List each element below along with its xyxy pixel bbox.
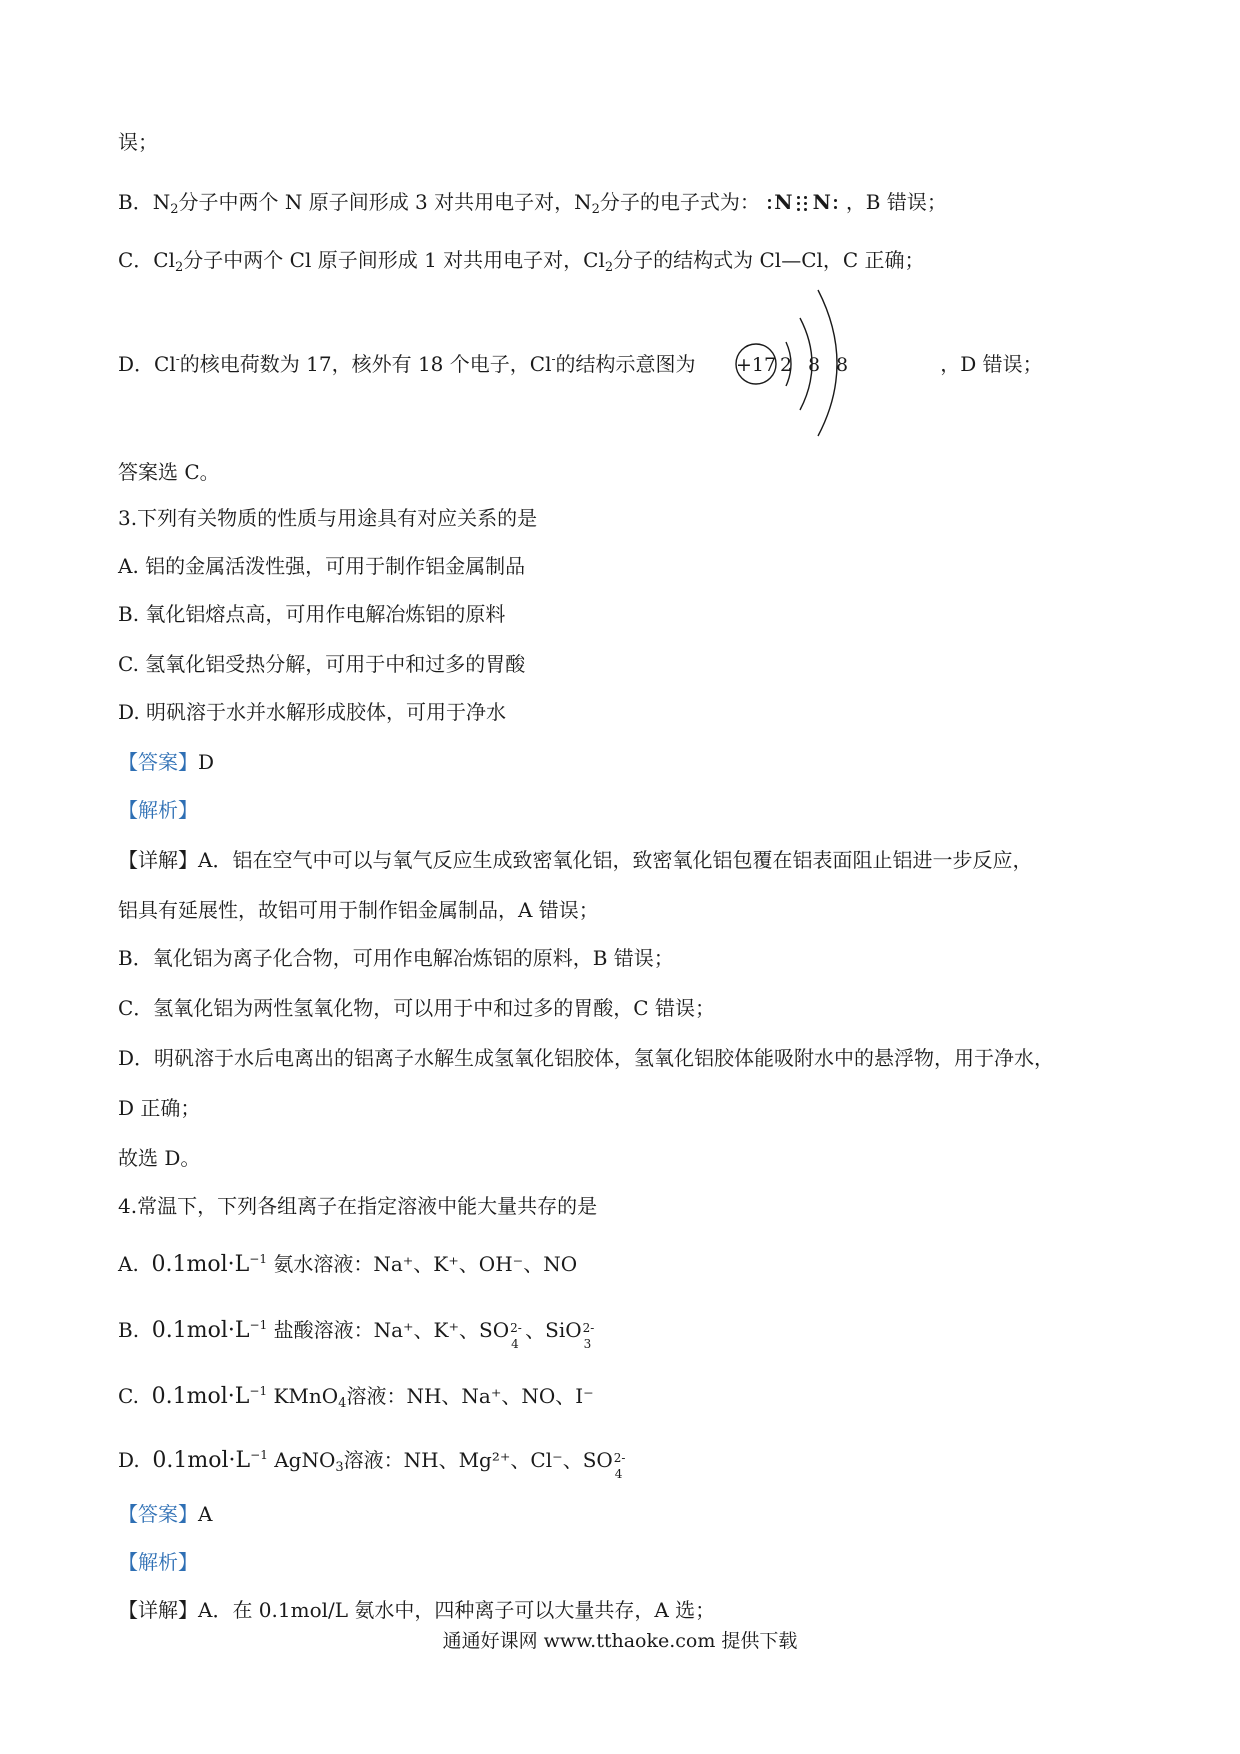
chloride-ion-structure-diagram <box>720 260 880 440</box>
q3-analysis-tag: 【解析】 <box>118 798 198 822</box>
q3-option-c: C. 氢氧化铝受热分解，可用于中和过多的胃酸 <box>118 652 526 676</box>
q3-detail-4: C．氢氧化铝为两性氢氧化物，可以用于中和过多的胃酸，C 错误； <box>118 996 715 1020</box>
answer-summary: 答案选 C。 <box>118 460 220 484</box>
q3-option-d: D. 明矾溶于水并水解形成胶体，可用于净水 <box>118 700 507 724</box>
q4-stem: 4.常温下，下列各组离子在指定溶液中能大量共存的是 <box>118 1194 598 1218</box>
q3-detail-3: B．氧化铝为离子化合物，可用作电解冶炼铝的原料，B 错误； <box>118 946 674 970</box>
q4-option-b: B. $0.1mol\cdot L^{-1}$ 盐酸溶液：Na⁺、K⁺、SO 2- 4 、SiO 2- 3 <box>118 1318 595 1351</box>
q3-detail-6: D 正确； <box>118 1096 201 1120</box>
q3-answer: 【答案】D <box>118 750 215 774</box>
q4-option-a: A. $0.1mol\cdot L^{-1}$ 氨水溶液：Na⁺、K⁺、OH⁻、NO <box>118 1252 578 1277</box>
q4-option-c: C. $0.1mol\cdot L^{-1}$ KMnO$_4$溶液：NH、Na⁺、NO、I⁻ <box>118 1384 594 1411</box>
q4-answer: 【答案】A <box>118 1502 213 1526</box>
page-footer: 通通好课网 www.tthaoke.com 提供下载 <box>442 1630 798 1652</box>
q3-detail-5: D．明矾溶于水后电离出的铝离子水解生成氢氧化铝胶体，氢氧化铝胶体能吸附水中的悬浮物，用于净水， <box>118 1046 1055 1070</box>
shell-3-count: 8 <box>835 354 849 376</box>
q4-detail-1: 【详解】A．在 0.1mol/L 氨水中，四种离子可以大量共存，A 选； <box>118 1598 716 1622</box>
q3-detail-2: 铝具有延展性，故铝可用于制作铝金属制品，A 错误； <box>118 898 599 922</box>
n2-electron-formula: N N <box>766 190 846 214</box>
shell-1-count: 2 <box>779 354 793 376</box>
q4-option-d: D. $0.1mol\cdot L^{-1}$ AgNO$_3$溶液：NH、Mg²⁺、Cl⁻、SO 2- 4 <box>118 1448 626 1481</box>
option-d-explanation: D．Cl-的核电荷数为 17，核外有 18 个电子，Cl-的结构示意图为 ，D 错误； <box>118 352 1043 376</box>
q3-detail-1: 【详解】A．铝在空气中可以与氧气反应生成致密氧化铝，致密氧化铝包覆在铝表面阻止铝进一步反应， <box>118 848 1033 872</box>
q3-option-a: A. 铝的金属活泼性强，可用于制作铝金属制品 <box>118 554 526 578</box>
q4-analysis-tag: 【解析】 <box>118 1550 198 1574</box>
text-line: 误； <box>118 130 158 154</box>
nucleus-charge: +17 <box>735 354 777 376</box>
q3-detail-7: 故选 D。 <box>118 1146 201 1170</box>
option-b-explanation: B．$N_2$分子中两个 N 原子间形成 3 对共用电子对，$N_2$分子的电子式为： N N ，B 错误； <box>118 190 947 217</box>
q3-option-b: B. 氧化铝熔点高，可用作电解冶炼铝的原料 <box>118 602 506 626</box>
shell-2-count: 8 <box>807 354 821 376</box>
option-c-explanation: C．$Cl_2$分子中两个 Cl 原子间形成 1 对共用电子对，$Cl_2$分子的结构式为 Cl—Cl，C 正确； <box>118 248 925 275</box>
q3-stem: 3.下列有关物质的性质与用途具有对应关系的是 <box>118 506 538 530</box>
